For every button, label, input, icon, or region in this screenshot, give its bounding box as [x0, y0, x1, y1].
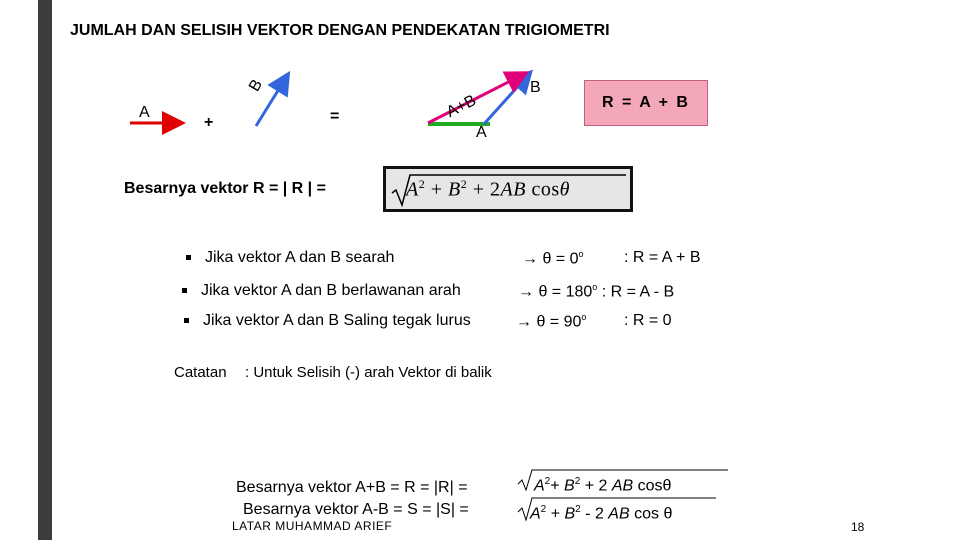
bullet-marker — [186, 255, 191, 260]
bullet-text: Jika vektor A dan B berlawanan arah — [201, 282, 461, 299]
formula-exp-a: 2 — [418, 177, 426, 191]
magnitude-label: Besarnya vektor R = | R | = — [124, 180, 326, 197]
plus-sign: + — [204, 114, 214, 131]
diff-exp-b: 2 — [575, 504, 581, 515]
theta-value: θ = 180 — [538, 283, 593, 301]
formula-exp-b: 2 — [460, 177, 468, 191]
diff-ab: AB — [608, 505, 630, 523]
diff-radicand — [530, 504, 672, 523]
sum-rest: + 2 — [584, 477, 608, 495]
theta-value: θ = 90 — [536, 313, 582, 331]
diff-a: A — [530, 505, 541, 523]
sum-exp-a: 2 — [544, 476, 551, 487]
result-box: R = A + B — [584, 80, 708, 126]
note-label: Catatan — [174, 364, 227, 381]
sum-lead: Besarnya vektor A+B = R = |R| = — [236, 479, 468, 496]
theta-value: θ = 0 — [542, 250, 579, 268]
magnitude-formula — [406, 177, 570, 202]
label-a-triangle: A — [476, 124, 487, 141]
magnitude-formula-box — [383, 166, 633, 212]
formula-cos: cos — [531, 178, 560, 201]
resultant-arrow — [428, 74, 524, 123]
formula-a: A — [406, 178, 419, 201]
sum-plus: + — [550, 477, 560, 495]
formula-two: 2 — [490, 178, 501, 201]
slide-title: JUMLAH DAN SELISIH VEKTOR DENGAN PENDEKATAN TRIGIOMETRI — [70, 22, 610, 39]
sum-cos: cosθ — [637, 477, 672, 495]
arrow-right-icon: → — [516, 313, 537, 331]
bullet-searah-arrow — [522, 249, 584, 268]
bullet-tegak-lurus — [184, 312, 471, 330]
arrow-right-icon: → — [518, 283, 539, 301]
diff-b: B — [564, 505, 576, 523]
bullet-marker — [182, 288, 187, 293]
bullet-berlawanan — [182, 282, 461, 300]
degree-symbol: o — [581, 312, 587, 322]
bullet-text: Jika vektor A dan B searah — [205, 249, 395, 266]
formula-ab: AB — [500, 178, 526, 201]
result-text: : R = A - B — [597, 283, 675, 301]
bullet-searah-result: : R = A + B — [624, 249, 701, 266]
arrow-right-icon: → — [522, 250, 543, 268]
bullet-text: Jika vektor A dan B Saling tegak lurus — [203, 312, 471, 329]
bullet-searah — [186, 249, 394, 267]
bullet-tegak-lurus-arrow — [516, 312, 586, 331]
sum-exp-b: 2 — [574, 476, 581, 487]
diff-cos: cos θ — [634, 505, 673, 523]
formula-theta: θ — [559, 178, 570, 201]
note-text: : Untuk Selisih (-) arah Vektor di balik — [245, 364, 492, 381]
equals-sign: = — [330, 108, 340, 125]
page-number: 18 — [851, 520, 865, 534]
label-b: B — [246, 76, 267, 95]
formula-b: B — [448, 178, 461, 201]
label-b-triangle: B — [530, 79, 541, 96]
formula-plus-1: + — [430, 178, 443, 201]
diff-rest: - 2 — [585, 505, 604, 523]
degree-symbol: o — [578, 249, 584, 259]
sum-ab: AB — [611, 477, 634, 495]
sum-b: B — [564, 477, 575, 495]
bullet-marker — [184, 318, 189, 323]
label-a-plus-b: A+B — [443, 92, 479, 122]
diff-plus: + — [550, 505, 561, 523]
formula-plus-2: + — [472, 178, 485, 201]
bullet-tegak-lurus-result: : R = 0 — [624, 312, 672, 329]
degree-symbol: o — [592, 282, 598, 292]
label-a: A — [139, 104, 150, 121]
bullet-berlawanan-arrow — [518, 282, 674, 301]
sum-a: A — [534, 477, 545, 495]
diff-exp-a: 2 — [540, 504, 547, 515]
sum-radicand — [534, 476, 671, 495]
diff-lead: Besarnya vektor A-B = S = |S| = — [243, 501, 469, 518]
author-name: LATAR MUHAMMAD ARIEF — [232, 519, 393, 533]
